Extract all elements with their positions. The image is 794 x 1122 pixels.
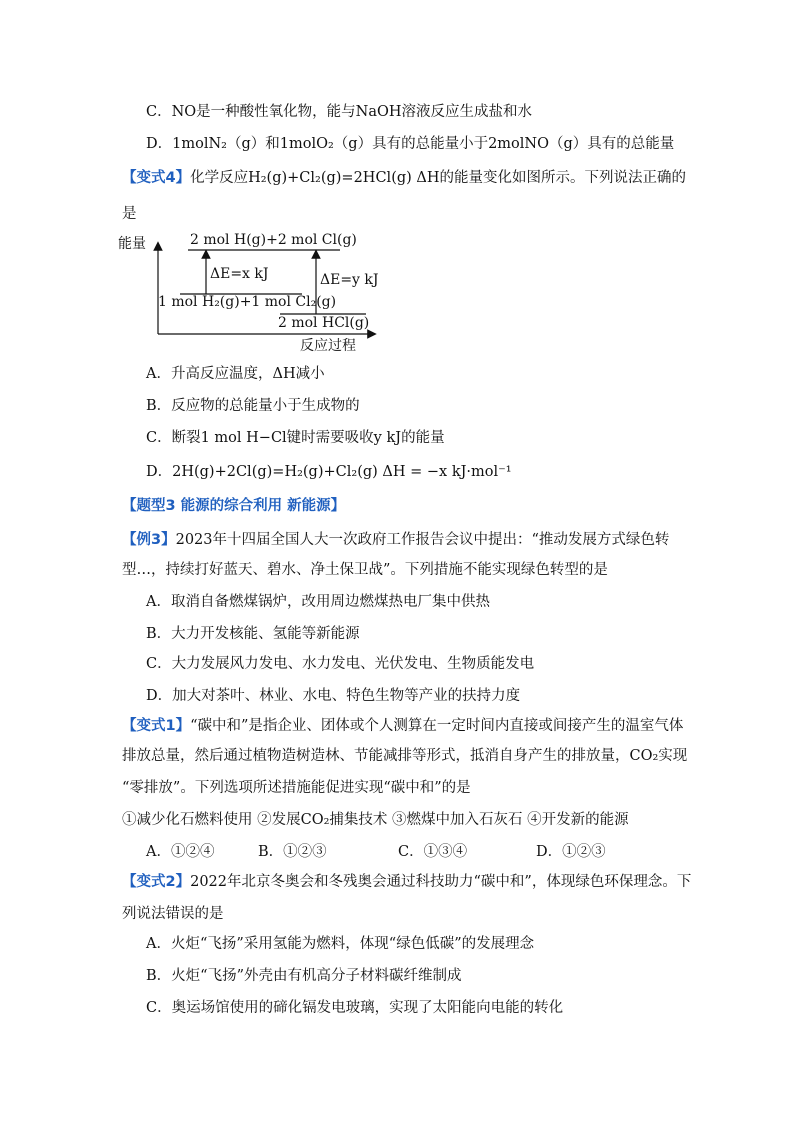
- diagram-delta-y-label: ΔE=y kJ: [320, 272, 379, 288]
- example3-stem-line2: 型…，持续打好蓝天、碧水、净土保卫战”。下列措施不能实现绿色转型的是: [122, 562, 608, 578]
- example3-option-c: C．大力发展风力发电、水力发电、光伏发电、生物质能发电: [146, 656, 535, 672]
- example3-stem-text: 2023年十四届全国人大一次政府工作报告会议中提出：“推动发展方式绿色转: [175, 532, 670, 548]
- diagram-y-label: 能量: [118, 236, 146, 252]
- diagram-product-label: 2 mol HCl(g): [278, 315, 370, 331]
- variant1-tag: 【变式1】: [122, 718, 191, 734]
- variant2-stem-line2: 列说法错误的是: [122, 906, 224, 922]
- example3-option-d: D．加大对茶叶、林业、水电、特色生物等产业的扶持力度: [146, 688, 521, 704]
- variant1-option-a: A．①②④: [146, 844, 215, 860]
- example3-tag: 【例3】: [122, 532, 176, 548]
- variant4-stem-text: 化学反应H₂(g)+Cl₂(g)=2HCl(g) ΔH的能量变化如图所示。下列说法正确的: [190, 170, 687, 186]
- variant1-stem-line1: [122, 716, 683, 736]
- variant1-option-c: C．①③④: [398, 844, 468, 860]
- variant2-stem-line1: [122, 872, 691, 892]
- diagram-delta-x-label: ΔE=x kJ: [210, 266, 269, 282]
- variant4-option-a: A．升高反应温度，ΔH减小: [146, 366, 325, 382]
- variant2-stem-text: 2022年北京冬奥会和冬残奥会通过科技助力“碳中和”，体现绿色环保理念。下: [190, 874, 692, 890]
- variant4-option-c: C．断裂1 mol H−Cl键时需要吸收y kJ的能量: [146, 430, 445, 446]
- variant4-stem-line2: 是: [122, 206, 137, 222]
- section-heading-type3: 【题型3 能源的综合利用 新能源】: [122, 498, 346, 514]
- diagram-top-level-label: 2 mol H(g)+2 mol Cl(g): [190, 232, 357, 248]
- energy-diagram: [118, 228, 382, 358]
- diagram-reactant-label: 1 mol H₂(g)+1 mol Cl₂(g): [158, 294, 337, 310]
- variant1-stem-line3: “零排放”。下列选项所述措施能促进实现“碳中和”的是: [122, 780, 471, 796]
- option-d-prev: D．1molN₂（g）和1molO₂（g）具有的总能量小于2molNO（g）具有的总能量: [146, 136, 675, 152]
- variant2-option-b: B．火炬“飞扬”外壳由有机高分子材料碳纤维制成: [146, 968, 462, 984]
- diagram-x-label: 反应过程: [300, 338, 356, 354]
- option-c-prev: C．NO是一种酸性氧化物，能与NaOH溶液反应生成盐和水: [146, 104, 533, 120]
- variant4-option-b: B．反应物的总能量小于生成物的: [146, 398, 360, 414]
- variant2-option-a: A．火炬“飞扬”采用氢能为燃料，体现“绿色低碳”的发展理念: [146, 936, 535, 952]
- variant2-tag: 【变式2】: [122, 874, 191, 890]
- variant1-items: ①减少化石燃料使用 ②发展CO₂捕集技术 ③燃煤中加入石灰石 ④开发新的能源: [122, 812, 629, 828]
- variant4-stem-line1: [122, 168, 686, 188]
- example3-stem-line1: [122, 530, 669, 550]
- variant4-tag: 【变式4】: [122, 170, 191, 186]
- variant1-option-b: B．①②③: [258, 844, 327, 860]
- example3-option-b: B．大力开发核能、氢能等新能源: [146, 626, 360, 642]
- variant1-stem-text: “碳中和”是指企业、团体或个人测算在一定时间内直接或间接产生的温室气体: [190, 718, 684, 734]
- example3-option-a: A．取消自备燃煤锅炉，改用周边燃煤热电厂集中供热: [146, 594, 490, 610]
- variant4-option-d: D．2H(g)+2Cl(g)=H₂(g)+Cl₂(g) ΔH = −x kJ·mol⁻¹: [146, 464, 512, 480]
- variant1-option-d: D．①②③: [536, 844, 606, 860]
- variant1-stem-line2: 排放总量，然后通过植物造树造林、节能减排等形式，抵消自身产生的排放量，CO₂实现: [122, 748, 688, 764]
- variant2-option-c: C．奥运场馆使用的碲化镉发电玻璃，实现了太阳能向电能的转化: [146, 1000, 564, 1016]
